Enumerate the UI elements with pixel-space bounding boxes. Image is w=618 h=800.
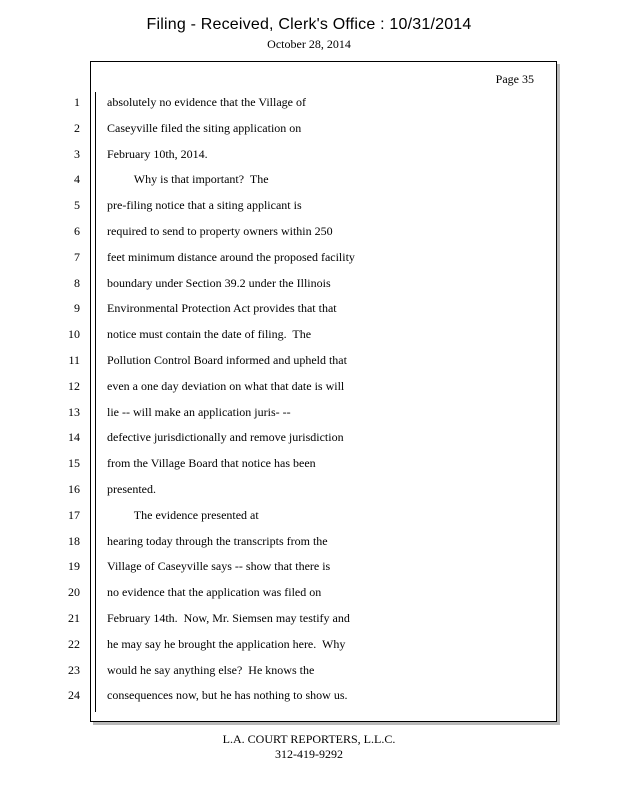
footer-company: L.A. COURT REPORTERS, L.L.C. — [222, 732, 396, 746]
line-number: 21 — [68, 611, 80, 625]
line-number: 1 — [74, 95, 80, 109]
transcript-line: would he say anything else? He knows the — [107, 663, 315, 677]
transcript-line: Pollution Control Board informed and upheld that — [107, 353, 347, 367]
line-number: 4 — [74, 172, 80, 186]
transcript-line: lie -- will make an application juris- -- — [107, 405, 291, 419]
line-number: 15 — [68, 456, 80, 470]
transcript-line: consequences now, but he has nothing to show us. — [107, 688, 348, 702]
transcript-line: Environmental Protection Act provides that that — [107, 301, 337, 315]
line-number: 3 — [74, 147, 80, 161]
line-number: 23 — [68, 663, 80, 677]
line-number: 24 — [68, 688, 80, 702]
line-number: 8 — [74, 276, 80, 290]
line-number: 9 — [74, 301, 80, 315]
line-number: 14 — [68, 430, 80, 444]
filing-stamp: Filing - Received, Clerk's Office : 10/31/2014 — [146, 16, 472, 33]
transcript-line: absolutely no evidence that the Village of — [107, 95, 306, 109]
line-number: 19 — [68, 559, 80, 573]
line-number: 7 — [74, 250, 80, 264]
transcript-line: February 10th, 2014. — [107, 147, 208, 161]
line-number: 22 — [68, 637, 80, 651]
line-number: 18 — [68, 534, 80, 548]
line-number: 20 — [68, 585, 80, 599]
margin-rule — [95, 92, 96, 712]
transcript-line: notice must contain the date of filing. The — [107, 327, 312, 341]
transcript-line: he may say he brought the application here. Why — [107, 637, 346, 651]
transcript-line: defective jurisdictionally and remove jurisdiction — [107, 430, 344, 444]
transcript-line: The evidence presented at — [107, 508, 259, 522]
line-number: 11 — [68, 353, 80, 367]
page-number: Page 35 — [495, 72, 534, 86]
transcript-line: even a one day deviation on what that date is will — [107, 379, 345, 393]
transcript-line: presented. — [107, 482, 156, 496]
transcript-line: feet minimum distance around the proposed facility — [107, 250, 355, 264]
hearing-date: October 28, 2014 — [267, 37, 351, 51]
transcript-line: Village of Caseyville says -- show that there is — [107, 559, 331, 573]
transcript-line: Caseyville filed the siting application on — [107, 121, 302, 135]
transcript-line: February 14th. Now, Mr. Siemsen may testify and — [107, 611, 350, 625]
transcript-line: boundary under Section 39.2 under the Illinois — [107, 276, 331, 290]
transcript-line: no evidence that the application was filed on — [107, 585, 322, 599]
transcript-line: from the Village Board that notice has been — [107, 456, 316, 470]
line-number: 10 — [68, 327, 80, 341]
line-number: 12 — [68, 379, 80, 393]
transcript-line: Why is that important? The — [107, 172, 269, 186]
line-number: 2 — [74, 121, 80, 135]
line-number: 13 — [68, 405, 80, 419]
line-number: 17 — [68, 508, 80, 522]
footer-phone: 312-419-9292 — [275, 747, 343, 761]
line-number: 5 — [74, 198, 80, 212]
transcript-line: hearing today through the transcripts from the — [107, 534, 328, 548]
line-number: 16 — [68, 482, 80, 496]
transcript-line: pre-filing notice that a siting applicant is — [107, 198, 302, 212]
transcript-line: required to send to property owners within 250 — [107, 224, 333, 238]
line-number: 6 — [74, 224, 80, 238]
